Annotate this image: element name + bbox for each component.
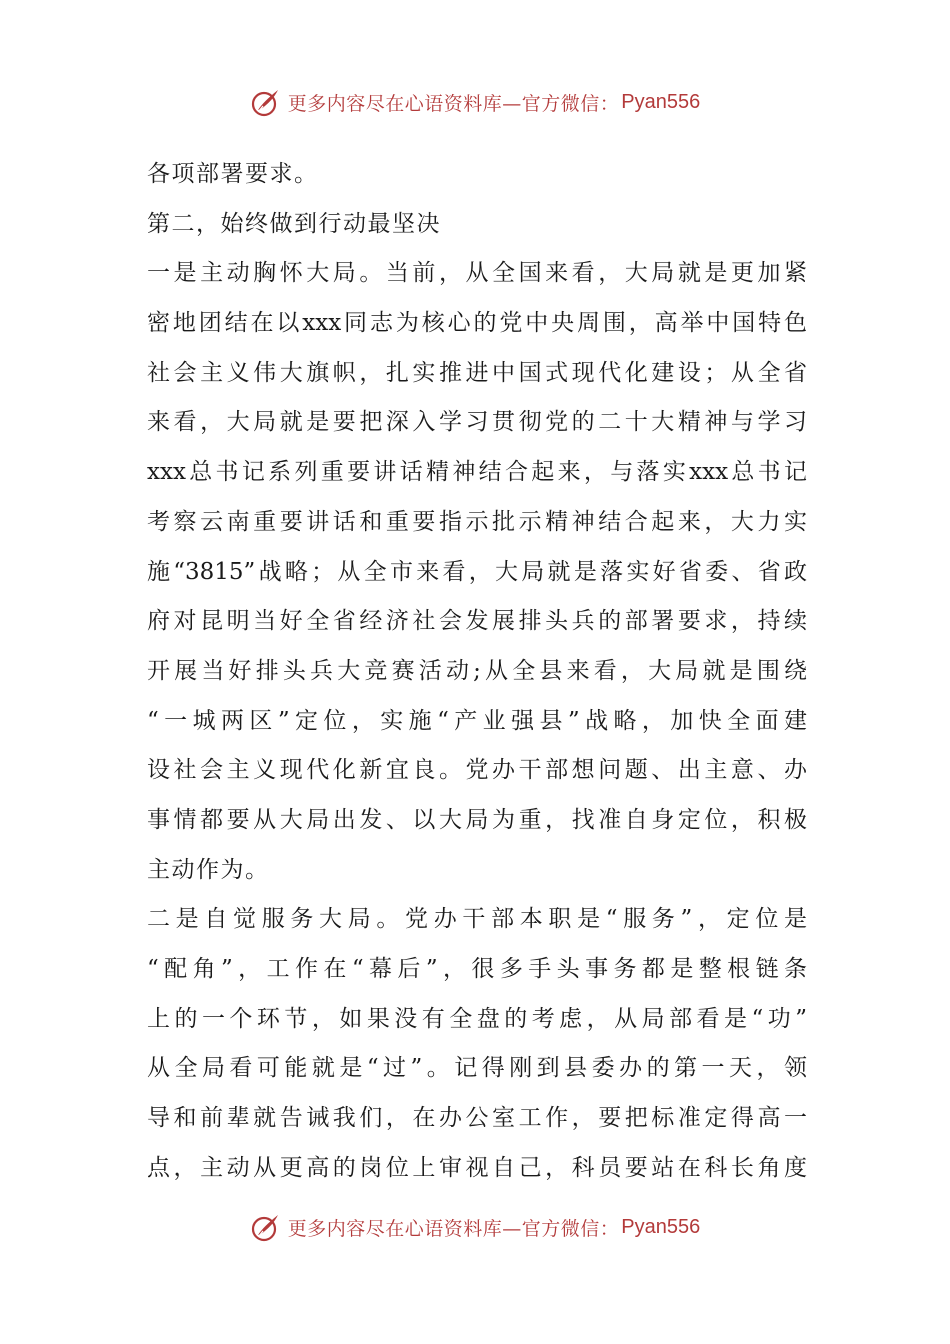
text-line: 来看，大局就是要把深入学习贯彻党的二十大精神与学习 [147, 409, 807, 436]
watermark-banner-top [0, 82, 950, 122]
quill-logo-icon [250, 86, 282, 118]
text-line: 点，主动从更高的岗位上审视自己，科员要站在科长角度 [147, 1154, 807, 1181]
text-line: 从全局看可能就是“过”。记得刚到县委办的第一天，领 [147, 1055, 807, 1082]
text-line: 第二，始终做到行动最坚决 [147, 210, 441, 237]
watermark-text: 更多内容尽在心语资料库—官方微信： [287, 1217, 620, 1240]
watermark-banner-bottom [0, 1207, 950, 1247]
watermark-text: 更多内容尽在心语资料库—官方微信： [287, 92, 620, 115]
text-line: 开展当好排头兵大竞赛活动;从全县来看，大局就是围绕 [147, 657, 807, 684]
watermark-id: Pyan556 [621, 1215, 701, 1238]
quill-logo-icon [250, 1211, 282, 1243]
text-line: 设社会主义现代化新宜良。党办干部想问题、出主意、办 [147, 757, 807, 784]
document-body [147, 150, 807, 1193]
text-line: 各项部署要求。 [147, 161, 319, 187]
text-line: 施“3815”战略；从全市来看，大局就是落实好省委、省政 [147, 558, 807, 585]
text-line: 考察云南重要讲话和重要指示批示精神结合起来，大力实 [147, 508, 807, 535]
text-line: 导和前辈就告诫我们，在办公室工作，要把标准定得高一 [147, 1105, 807, 1132]
text-line: 一是主动胸怀大局。当前，从全国来看，大局就是更加紧 [147, 260, 807, 287]
watermark-id: Pyan556 [621, 90, 701, 113]
text-line: 主动作为。 [147, 856, 270, 883]
text-line: 社会主义伟大旗帜，扎实推进中国式现代化建设；从全省 [147, 359, 807, 386]
text-line: xxx总书记系列重要讲话精神结合起来，与落实xxx总书记 [147, 459, 807, 486]
text-line: 事情都要从大局出发、以大局为重，找准自身定位，积极 [147, 806, 807, 833]
text-line: “配角”，工作在“幕后”，很多手头事务都是整根链条 [147, 956, 807, 982]
text-line: 上的一个环节，如果没有全盘的考虑，从局部看是“功” [147, 1005, 807, 1032]
text-line: 府对昆明当好全省经济社会发展排头兵的部署要求，持续 [147, 608, 807, 635]
text-line: “一城两区”定位，实施“产业强县”战略，加快全面建 [147, 707, 807, 734]
text-line: 密地团结在以xxx同志为核心的党中央周围，高举中国特色 [147, 310, 807, 337]
text-line: 二是自觉服务大局。党办干部本职是“服务”，定位是 [147, 906, 807, 933]
